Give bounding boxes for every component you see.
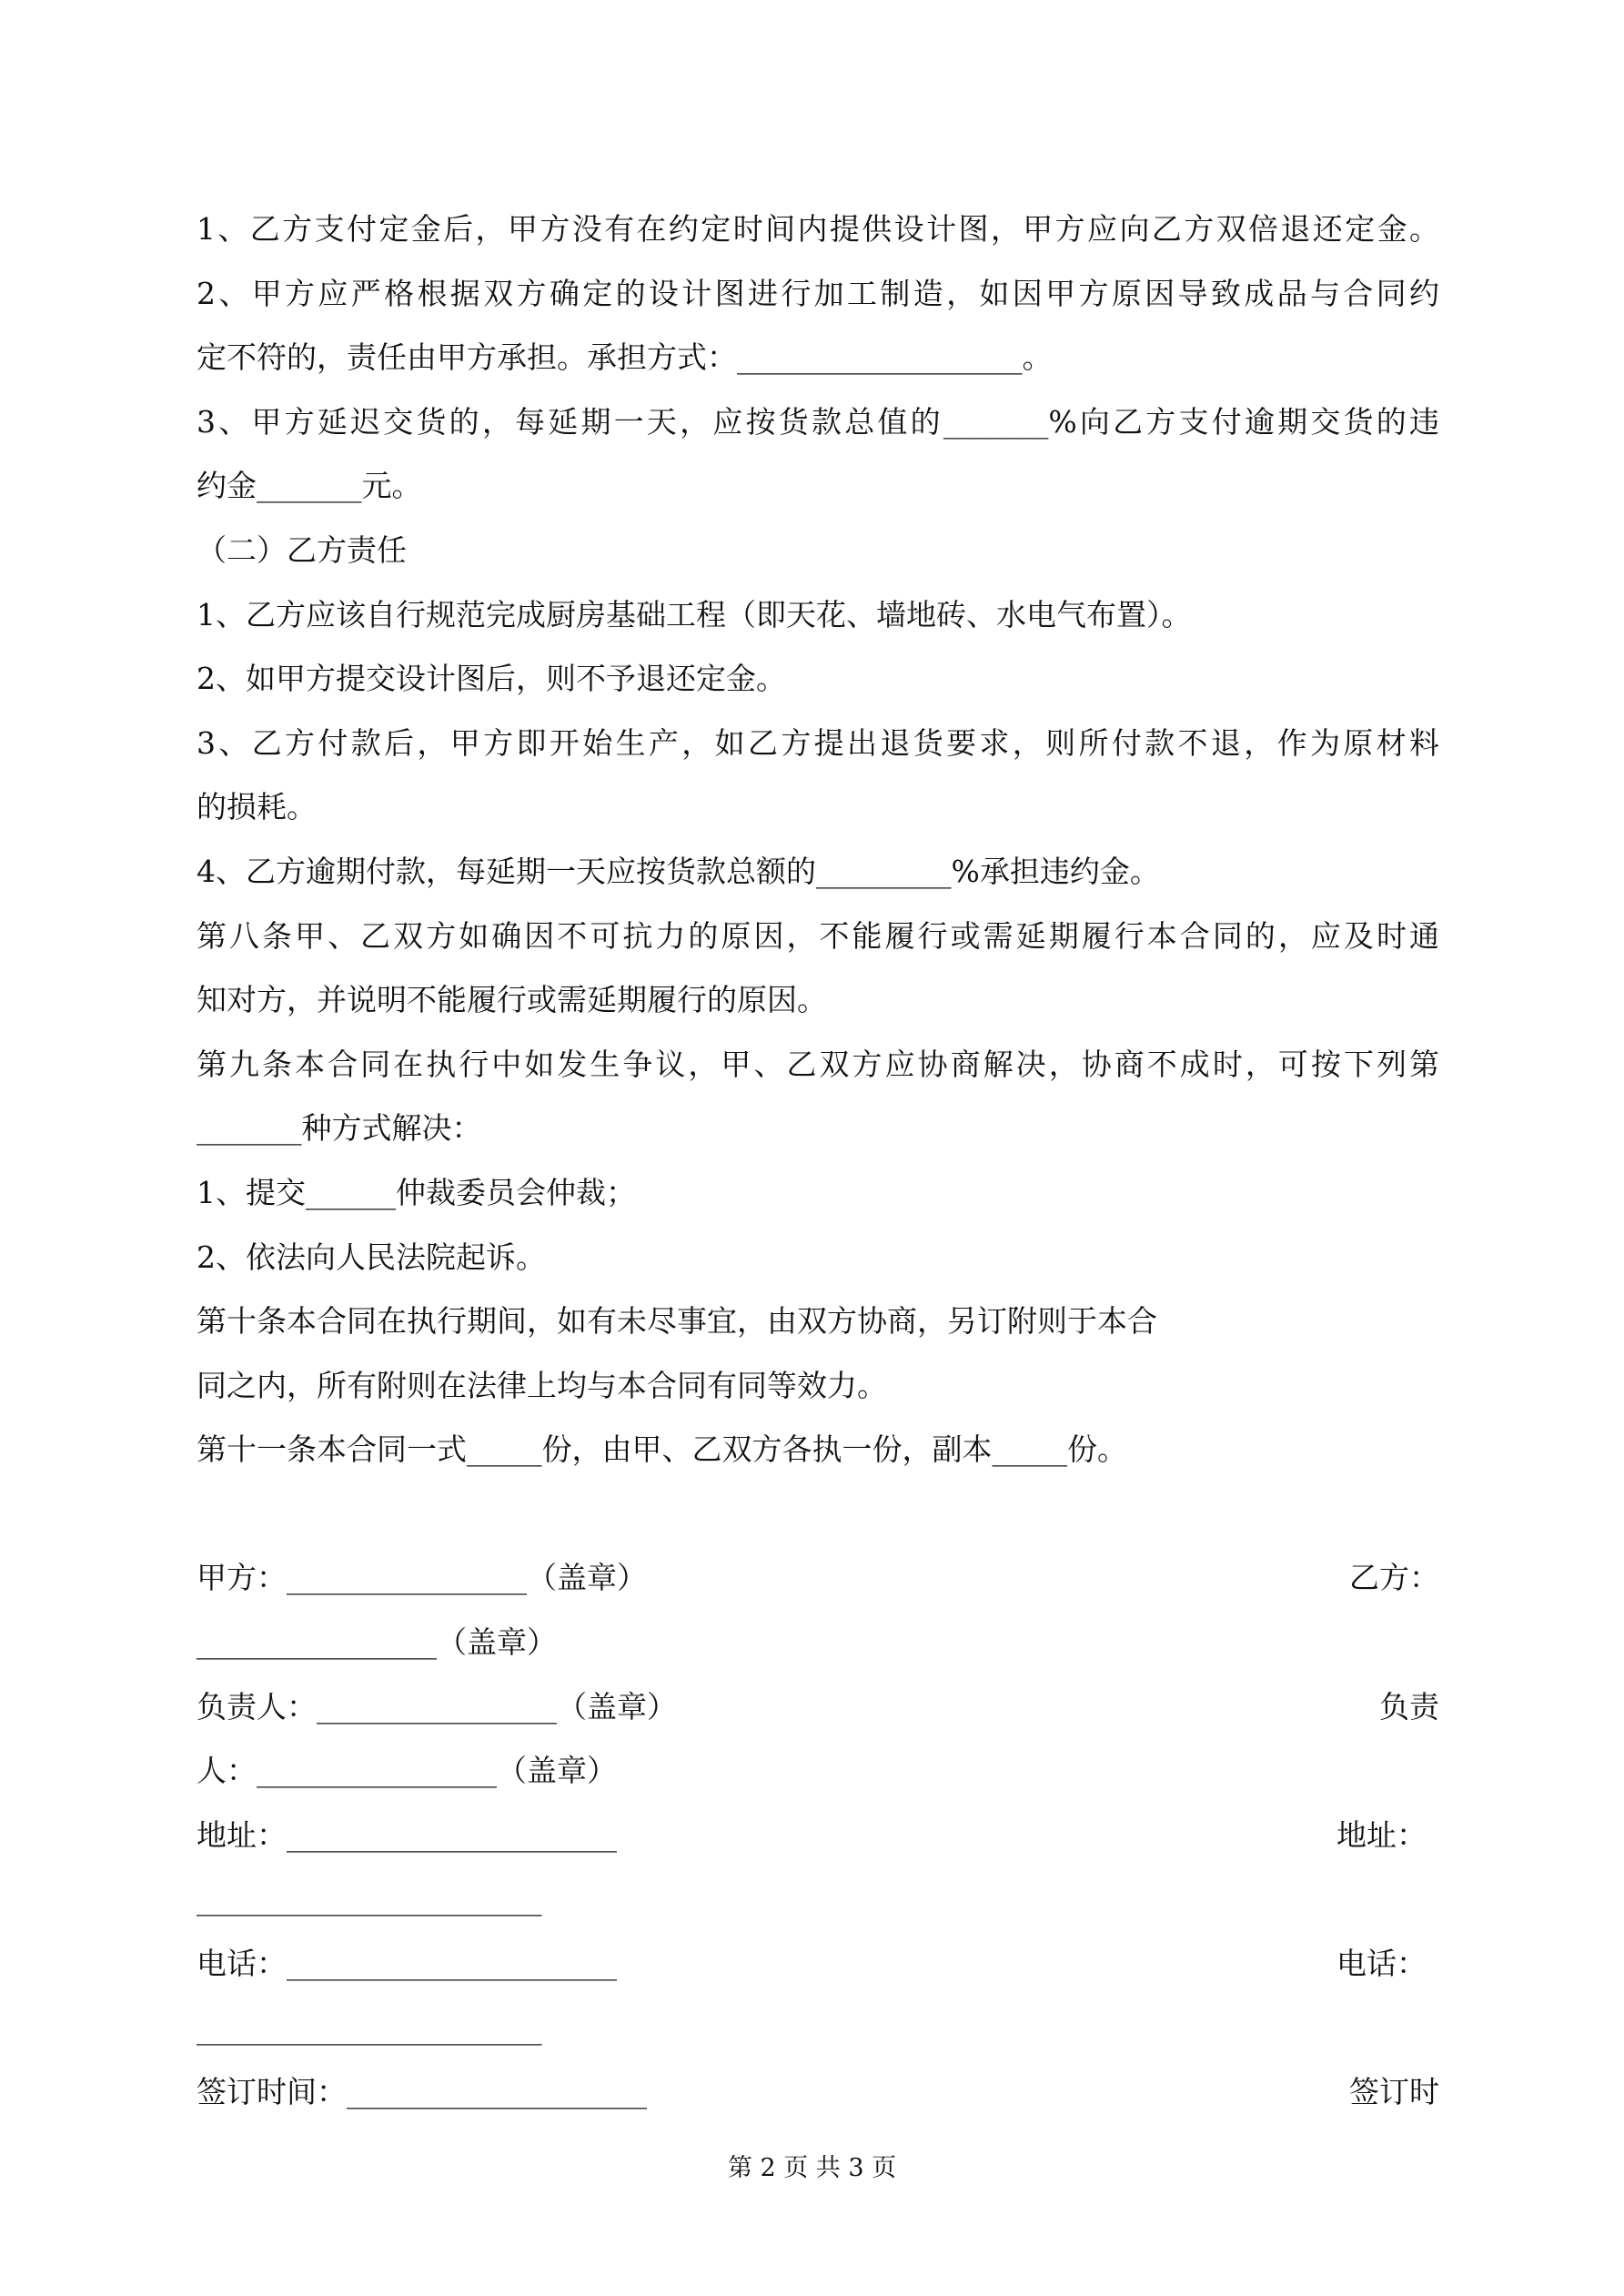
date-b-label: 签订时	[1349, 2074, 1439, 2110]
phone-a-field: 电话：______________________	[197, 1946, 617, 1982]
party-b-seal-field: ________________（盖章）	[197, 1624, 557, 1661]
address-b-line: _______________________	[197, 1881, 542, 1917]
address-b-label: 地址：	[1337, 1816, 1427, 1853]
signature-rep-row	[197, 1675, 1439, 1740]
signature-address-row	[197, 1804, 1439, 1868]
clause-line: 2、如甲方提交设计图后，则不予退还定金。	[197, 661, 786, 697]
clause-line: 3、甲方延迟交货的，每延期一天，应按货款总值的_______%向乙方支付逾期交货的违	[197, 403, 1439, 440]
clause-line: 1、提交______仲裁委员会仲裁；	[197, 1174, 636, 1210]
clause-line: 的损耗。	[197, 789, 317, 825]
signature-party-row	[197, 1546, 1439, 1611]
clause-line: 1、乙方应该自行规范完成厨房基础工程（即天花、墙地砖、水电气布置）。	[197, 596, 1192, 632]
phone-b-line: _______________________	[197, 2009, 542, 2046]
article-8-line: 知对方，并说明不能履行或需延期履行的原因。	[197, 982, 827, 1018]
signature-date-row	[197, 2060, 1439, 2125]
phone-b-label: 电话：	[1337, 1946, 1427, 1982]
clause-line: 3、乙方付款后，甲方即开始生产，如乙方提出退货要求，则所付款不退，作为原材料	[197, 724, 1439, 761]
page-number: 第 2 页 共 3 页	[727, 2154, 897, 2182]
article-8-line: 第八条甲、乙双方如确因不可抗力的原因，不能履行或需延期履行本合同的，应及时通	[197, 917, 1439, 954]
article-10-line: 第十条本合同在执行期间，如有未尽事宜，由双方协商，另订附则于本合	[197, 1303, 1157, 1340]
contract-body	[197, 197, 1439, 2125]
clause-line: 定不符的，责任由甲方承担。承担方式：___________________。	[197, 339, 1053, 376]
clause-line: 约金_______元。	[197, 468, 422, 504]
article-11-line: 第十一条本合同一式_____份，由甲、乙双方各执一份，副本_____份。	[197, 1431, 1127, 1468]
clause-line: 1、乙方支付定金后，甲方没有在约定时间内提供设计图，甲方应向乙方双倍退还定金。	[197, 211, 1439, 247]
address-a-field: 地址：______________________	[197, 1816, 617, 1853]
rep-b-label: 负责	[1379, 1688, 1439, 1725]
article-9-line: _______种方式解决：	[197, 1110, 482, 1147]
article-10-line: 同之内，所有附则在法律上均与本合同有同等效力。	[197, 1367, 887, 1403]
clause-line: 4、乙方逾期付款，每延期一天应按货款总额的_________%承担违约金。	[197, 853, 1160, 889]
clause-line: 2、依法向人民法院起诉。	[197, 1239, 546, 1275]
party-b-label: 乙方：	[1349, 1560, 1439, 1596]
party-a-field: 甲方：________________（盖章）	[197, 1560, 647, 1596]
rep-b-field: 人：________________（盖章）	[197, 1753, 617, 1789]
rep-a-field: 负责人：________________（盖章）	[197, 1688, 677, 1725]
date-a-field: 签订时间：____________________	[197, 2074, 647, 2110]
article-9-line: 第九条本合同在执行中如发生争议，甲、乙双方应协商解决，协商不成时，可按下列第	[197, 1046, 1439, 1082]
clause-line: 2、甲方应严格根据双方确定的设计图进行加工制造，如因甲方原因导致成品与合同约	[197, 275, 1439, 311]
signature-phone-row	[197, 1932, 1439, 1997]
section-heading: （二）乙方责任	[197, 531, 407, 568]
spacer	[197, 1482, 1439, 1547]
